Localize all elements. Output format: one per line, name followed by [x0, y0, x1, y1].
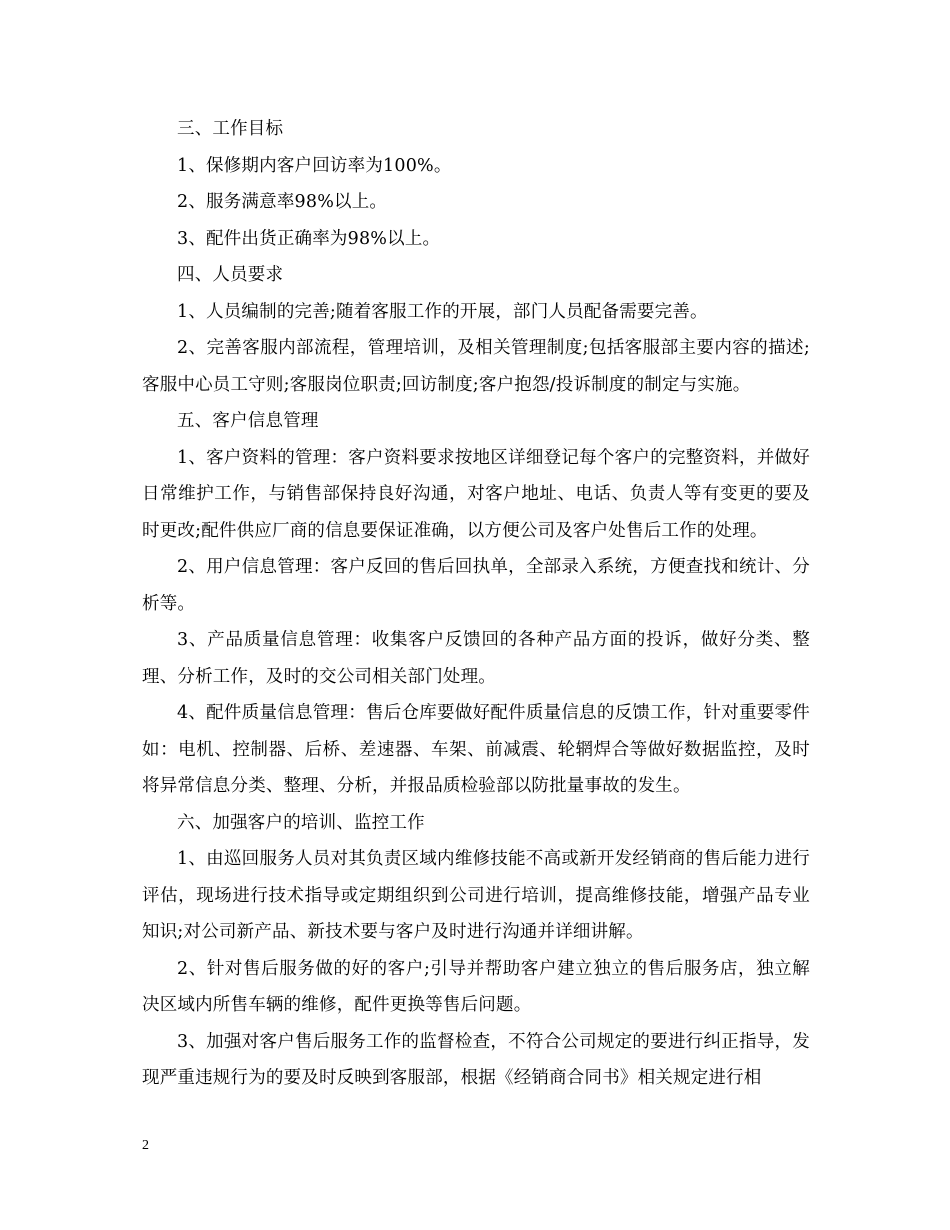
- page-number: 2: [142, 1138, 149, 1153]
- paragraph: 4、配件质量信息管理：售后仓库要做好配件质量信息的反馈工作，针对重要零件如：电机、控制器、后桥、差速器、车架、前减震、轮辋焊合等做好数据监控，及时将异常信息分类、整理、分析，并报品质检验部以防批量事故的发生。: [142, 703, 810, 796]
- paragraph: 2、针对售后服务做的好的客户;引导并帮助客户建立独立的售后服务店，独立解决区域内所售车辆的维修，配件更换等售后问题。: [142, 958, 810, 1015]
- paragraph: 1、人员编制的完善;随着客服工作的开展，部门人员配备需要完善。: [177, 301, 708, 322]
- paragraph: 2、完善客服内部流程，管理培训，及相关管理制度;包括客服部主要内容的描述;客服中心员工守则;客服岗位职责;回访制度;客户抱怨/投诉制度的制定与实施。: [142, 338, 810, 395]
- paragraph: 1、客户资料的管理：客户资料要求按地区详细登记每个客户的完整资料，并做好日常维护工作，与销售部保持良好沟通，对客户地址、电话、负责人等有变更的要及时更改;配件供应厂商的信息要保证准确，以方便公司及客户处售后工作的处理。: [142, 447, 810, 541]
- paragraph: 3、产品质量信息管理：收集客户反馈回的各种产品方面的投诉，做好分类、整理、分析工作，及时的交公司相关部门处理。: [142, 630, 810, 687]
- paragraph: 3、加强对客户售后服务工作的监督检查，不符合公司规定的要进行纠正指导，发现严重违规行为的要及时反映到客服部，根据《经销商合同书》相关规定进行相: [142, 1031, 810, 1088]
- paragraph: 2、用户信息管理：客户反回的售后回执单，全部录入系统，方便查找和统计、分析等。: [142, 557, 810, 614]
- paragraph: 1、保修期内客户回访率为100%。: [177, 155, 452, 176]
- section-heading-training: 六、加强客户的培训、监控工作: [177, 812, 425, 833]
- section-heading-staff: 四、人员要求: [177, 265, 284, 285]
- section-heading-customer-info: 五、客户信息管理: [177, 411, 319, 431]
- paragraph: 2、服务满意率98%以上。: [177, 192, 388, 212]
- section-heading-goals: 三、工作目标: [177, 119, 284, 139]
- paragraph: 1、由巡回服务人员对其负责区域内维修技能不高或新开发经销商的售后能力进行评估，现场进行技术指导或定期组织到公司进行培训，提高维修技能，增强产品专业知识;对公司新产品、新技术要与客户及时进行沟通并详细讲解。: [142, 849, 810, 942]
- document-body: [142, 111, 810, 1097]
- paragraph: 3、配件出货正确率为98%以上。: [177, 228, 441, 249]
